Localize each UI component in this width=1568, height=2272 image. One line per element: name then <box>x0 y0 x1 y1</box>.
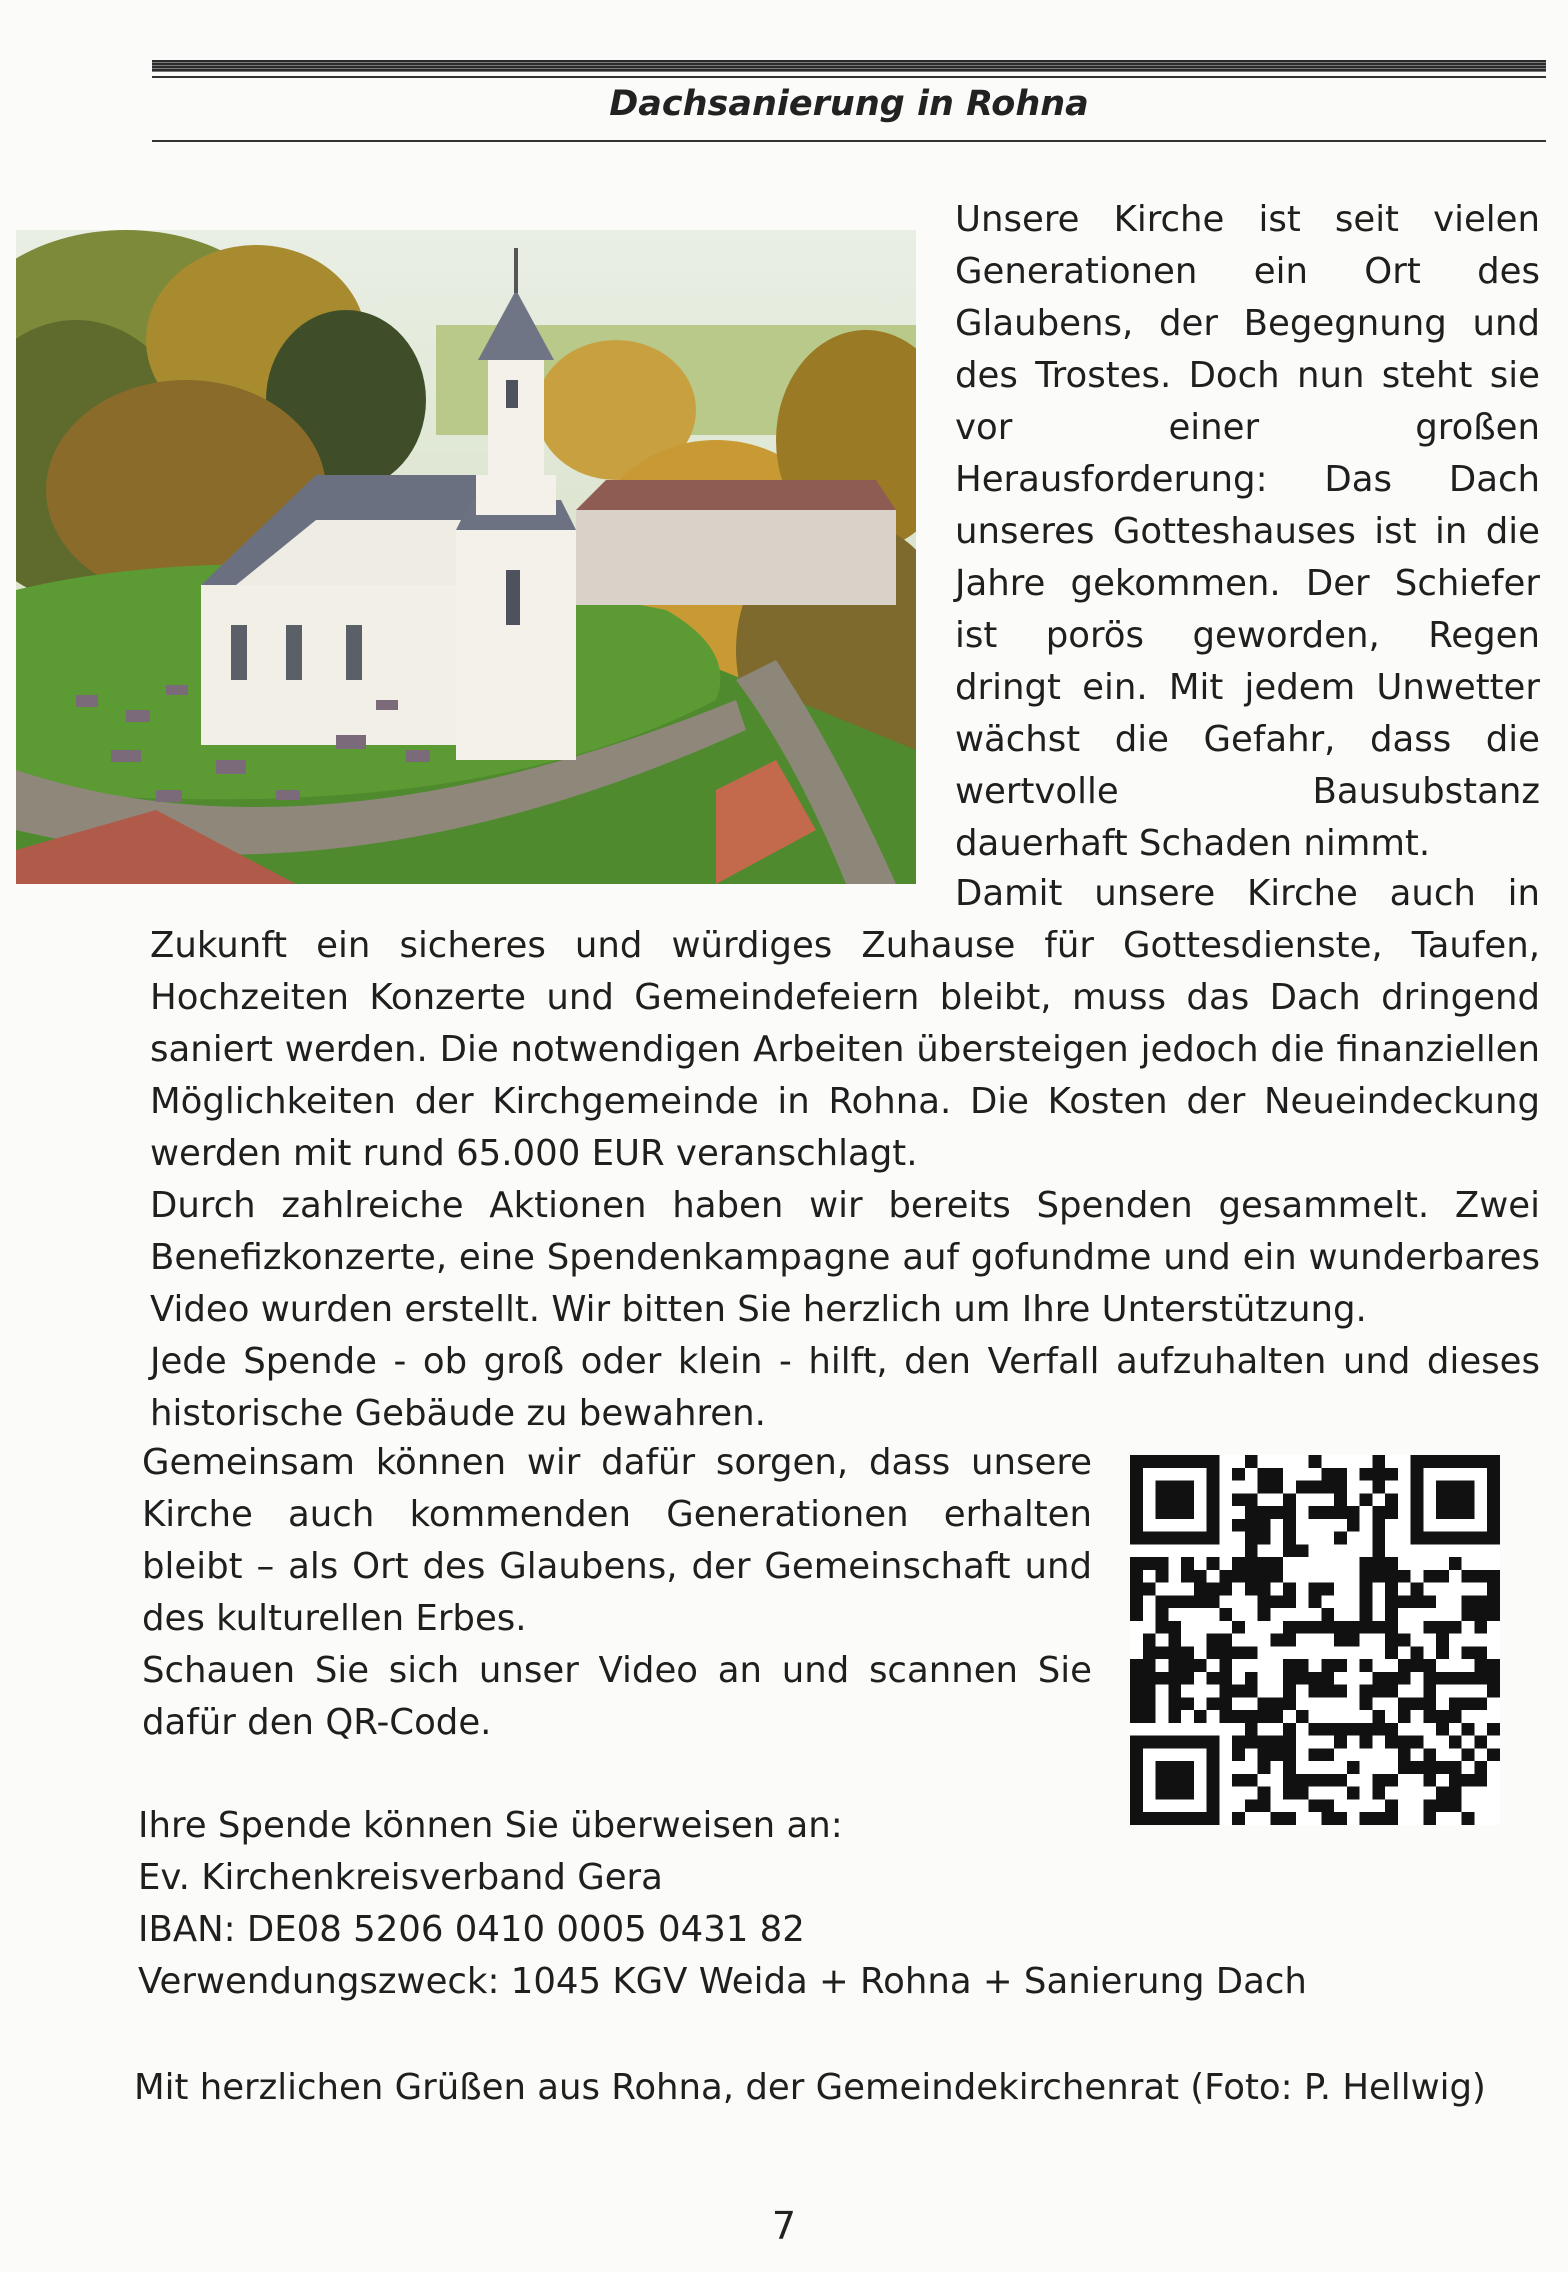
article-title: Dachsanierung in Rohna <box>609 84 1089 124</box>
church-photo <box>16 230 916 884</box>
header-rule-thin <box>152 76 1546 78</box>
greeting: Mit herzlichen Grüßen aus Rohna, der Gemeindekirchenrat (Foto: P. Hellwig) <box>134 2067 1486 2108</box>
title-underline <box>152 140 1546 142</box>
paragraph-roof-renovation: Damit unsere Kirche auch in Zukunft ein sicheres und würdiges Zuhause für Gottesdienste, Taufen, Hochzeiten Konzerte und Gemeindefeiern bleibt, muss das Dach dringend saniert werden. Die notwendigen Arbeiten übersteigen jedoch die finanziellen Möglichkeiten der Kirchgemeinde in Rohna. Die Kosten der Neueindeckung werden mit rund 65.000 EUR veranschlagt. <box>150 873 1540 1174</box>
bank-intro: Ihre Spende können Sie überweisen an: <box>138 1805 843 1846</box>
bank-iban: IBAN: DE08 5206 0410 0005 0431 82 <box>138 1909 805 1950</box>
paragraph-donations: Durch zahlreiche Aktionen haben wir bereits Spenden gesammelt. Zwei Benefizkonzerte, eine Spendenkampagne auf gofundme und ein wunderbares Video wurden erstellt. Wir bitten Sie herzlich um Ihre Unterstützung. <box>150 1185 1540 1330</box>
paragraph-video: Schauen Sie sich unser Video an und scannen Sie dafür den QR-Code. <box>142 1650 1092 1743</box>
paragraph-every-donation: Jede Spende - ob groß oder klein - hilft, den Verfall aufzuhalten und dieses historische Gebäude zu bewahren. <box>150 1341 1540 1434</box>
bank-details <box>138 1800 1518 2008</box>
main-text <box>150 868 1540 1440</box>
paragraph-together: Gemeinsam können wir dafür sorgen, dass unsere Kirche auch kommenden Generationen erhalten bleibt – als Ort des Glaubens, der Gemeinschaft und des kulturellen Erbes. <box>142 1442 1092 1639</box>
header-rule-thick <box>152 60 1546 72</box>
bank-purpose: Verwendungszweck: 1045 KGV Weida + Rohna + Sanierung Dach <box>138 1961 1307 2002</box>
page-number: 7 <box>771 2204 797 2248</box>
intro-paragraph: Unsere Kirche ist seit vielen Generationen ein Ort des Glaubens, der Begegnung und des Trostes. Doch nun steht sie vor einer großen Herausforderung: Das Dach unseres Gotteshauses ist in die Jahre gekommen. Der Schiefer ist porös geworden, Regen dringt ein. Mit jedem Unwetter wächst die Gefahr, dass die wertvolle Bausubstanz dauerhaft Schaden nimmt. <box>955 199 1540 864</box>
qr-code-icon[interactable] <box>1130 1455 1500 1825</box>
bank-recipient: Ev. Kirchenkreisverband Gera <box>138 1857 663 1898</box>
qr-side-text <box>142 1437 1092 1749</box>
